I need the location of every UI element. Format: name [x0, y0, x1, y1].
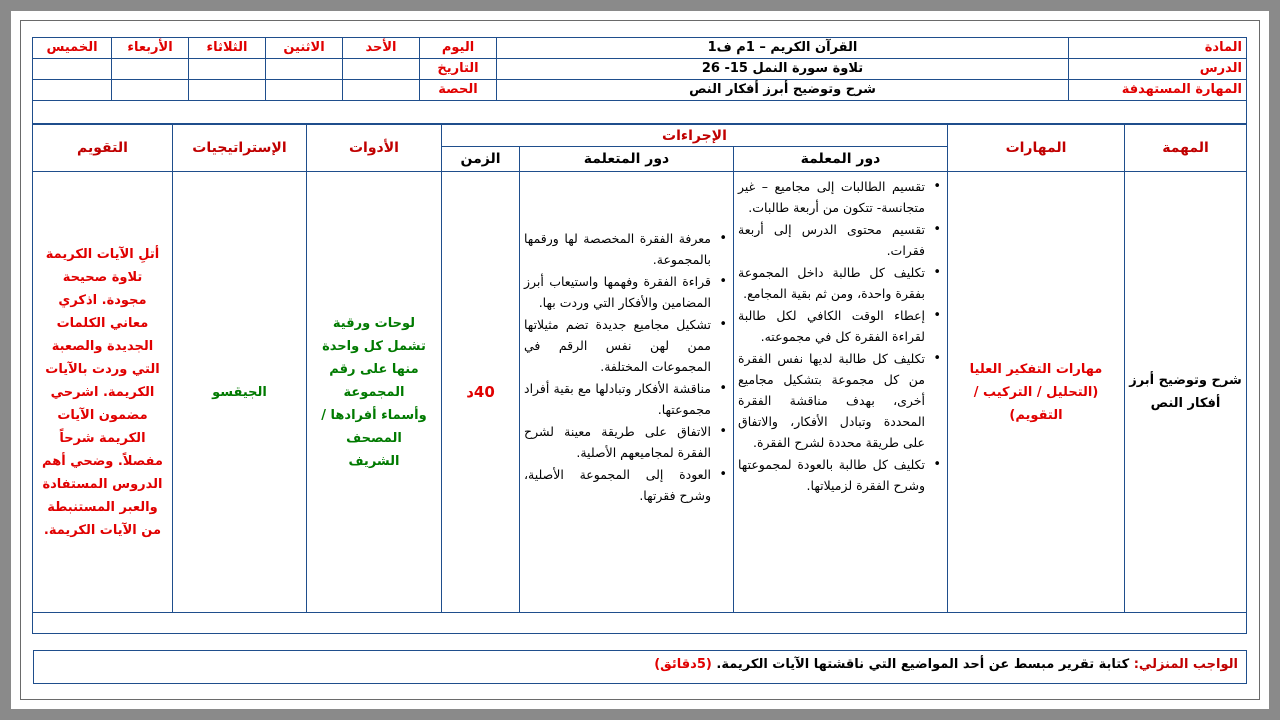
date-label: التاريخ	[420, 59, 497, 80]
col-task: المهمة	[1125, 125, 1247, 172]
student-item: • الاتفاق على طريقة معينة لشرح الفقرة لمجاميعهم الأصلية.	[524, 421, 711, 463]
date-cell-4	[112, 59, 189, 80]
period-cell-4	[112, 80, 189, 101]
day-label: اليوم	[420, 38, 497, 59]
period-label: الحصة	[420, 80, 497, 101]
main-table	[32, 124, 1247, 634]
homework-text: كتابة تقرير مبسط عن أحد المواضيع التي ناقشتها الآيات الكريمة.	[716, 657, 1130, 672]
subject-label: المادة	[1069, 38, 1247, 59]
student-role-cell	[520, 172, 734, 613]
lesson-plan-page	[33, 37, 1247, 685]
date-cell-5	[33, 59, 112, 80]
col-procedures: الإجراءات	[441, 125, 947, 147]
col-time: الزمن	[441, 147, 519, 172]
teacher-role-cell	[734, 172, 948, 613]
date-cell-3	[189, 59, 266, 80]
day-monday: الاثنين	[266, 38, 343, 59]
header-spacer	[33, 101, 1247, 124]
day-thursday: الخميس	[33, 38, 112, 59]
student-item: • تشكيل مجاميع جديدة تضم مثيلاتها ممن لهن نفس الرقم في المجموعات المختلفة.	[524, 314, 711, 377]
col-strategies: الإستراتيجيات	[172, 125, 306, 172]
student-item: • مناقشة الأفكار وتبادلها مع بقية أفراد مجموعتها.	[524, 378, 711, 420]
day-tuesday: الثلاثاء	[189, 38, 266, 59]
homework-bar	[33, 650, 1247, 684]
strategy-cell: الجيقسو	[172, 172, 306, 613]
teacher-item: • تقسيم الطالبات إلى مجاميع – غير متجانسة- تتكون من أربعة طالبات.	[738, 176, 925, 218]
task-cell: شرح وتوضيح أبرز أفكار النص	[1125, 172, 1247, 613]
period-cell-2	[266, 80, 343, 101]
skill-value: شرح وتوضيح أبرز أفكار النص	[497, 80, 1069, 101]
col-tools: الأدوات	[306, 125, 441, 172]
skills-cell: مهارات التفكير العليا (التحليل / التركيب / التقويم)	[948, 172, 1125, 613]
col-evaluation: التقويم	[32, 125, 172, 172]
teacher-item: • إعطاء الوقت الكافي لكل طالبة لقراءة الفقرة كل في مجموعته.	[738, 305, 925, 347]
teacher-item: • تكليف كل طالبة داخل المجموعة بفقرة واحدة، ومن ثم بقية المجامع.	[738, 262, 925, 304]
skill-label: المهارة المستهدفة	[1069, 80, 1247, 101]
period-cell-1	[343, 80, 420, 101]
tools-cell: لوحات ورقية تشمل كل واحدة منها على رقم المجموعة وأسماء أفرادها / المصحف الشريف	[306, 172, 441, 613]
col-teacher-role: دور المعلمة	[734, 147, 948, 172]
lesson-value: تلاوة سورة النمل 15- 26	[497, 59, 1069, 80]
col-skills: المهارات	[948, 125, 1125, 172]
student-item: • قراءة الفقرة وفهمها واستيعاب أبرز المضامين والأفكار التي وردت بها.	[524, 271, 711, 313]
time-cell: 40د	[441, 172, 519, 613]
teacher-item: • تكليف كل طالبة لديها نفس الفقرة من كل مجموعة بتشكيل مجاميع أخرى، بهدف مناقشة الفقرة المحددة وتبادل الأفكار، والاتفاق على طريقة محددة لشرح الفقرة.	[738, 348, 925, 453]
header-table	[32, 37, 1247, 124]
evaluation-cell: أتلِ الآيات الكريمة تلاوة صحيحة مجودة. اذكري معاني الكلمات الجديدة والصعبة التي وردت بالآيات الكريمة. اشرحي مضمون الآيات الكريمة شرحاً مفصلاً. وضحي أهم الدروس المستفادة والعبر المستنبطة من الآيات الكريمة.	[32, 172, 172, 613]
lesson-label: الدرس	[1069, 59, 1247, 80]
date-cell-2	[266, 59, 343, 80]
period-cell-3	[189, 80, 266, 101]
student-item: • العودة إلى المجموعة الأصلية، وشرح فقرتها.	[524, 464, 711, 506]
student-item: • معرفة الفقرة المخصصة لها ورقمها بالمجموعة.	[524, 228, 711, 270]
student-list	[524, 228, 729, 506]
homework-label: الواجب المنزلي:	[1133, 657, 1238, 672]
day-sunday: الأحد	[343, 38, 420, 59]
teacher-list	[738, 176, 943, 496]
subject-value: القرآن الكريم – 1م ف1	[497, 38, 1069, 59]
period-cell-5	[33, 80, 112, 101]
body-spacer	[32, 613, 1246, 634]
col-student-role: دور المتعلمة	[520, 147, 734, 172]
homework-time: (5دقائق)	[654, 657, 712, 672]
teacher-item: • تقسيم محتوى الدرس إلى أربعة فقرات.	[738, 219, 925, 261]
day-wednesday: الأربعاء	[112, 38, 189, 59]
teacher-item: • تكليف كل طالبة بالعودة لمجموعتها وشرح الفقرة لزميلاتها.	[738, 454, 925, 496]
date-cell-1	[343, 59, 420, 80]
